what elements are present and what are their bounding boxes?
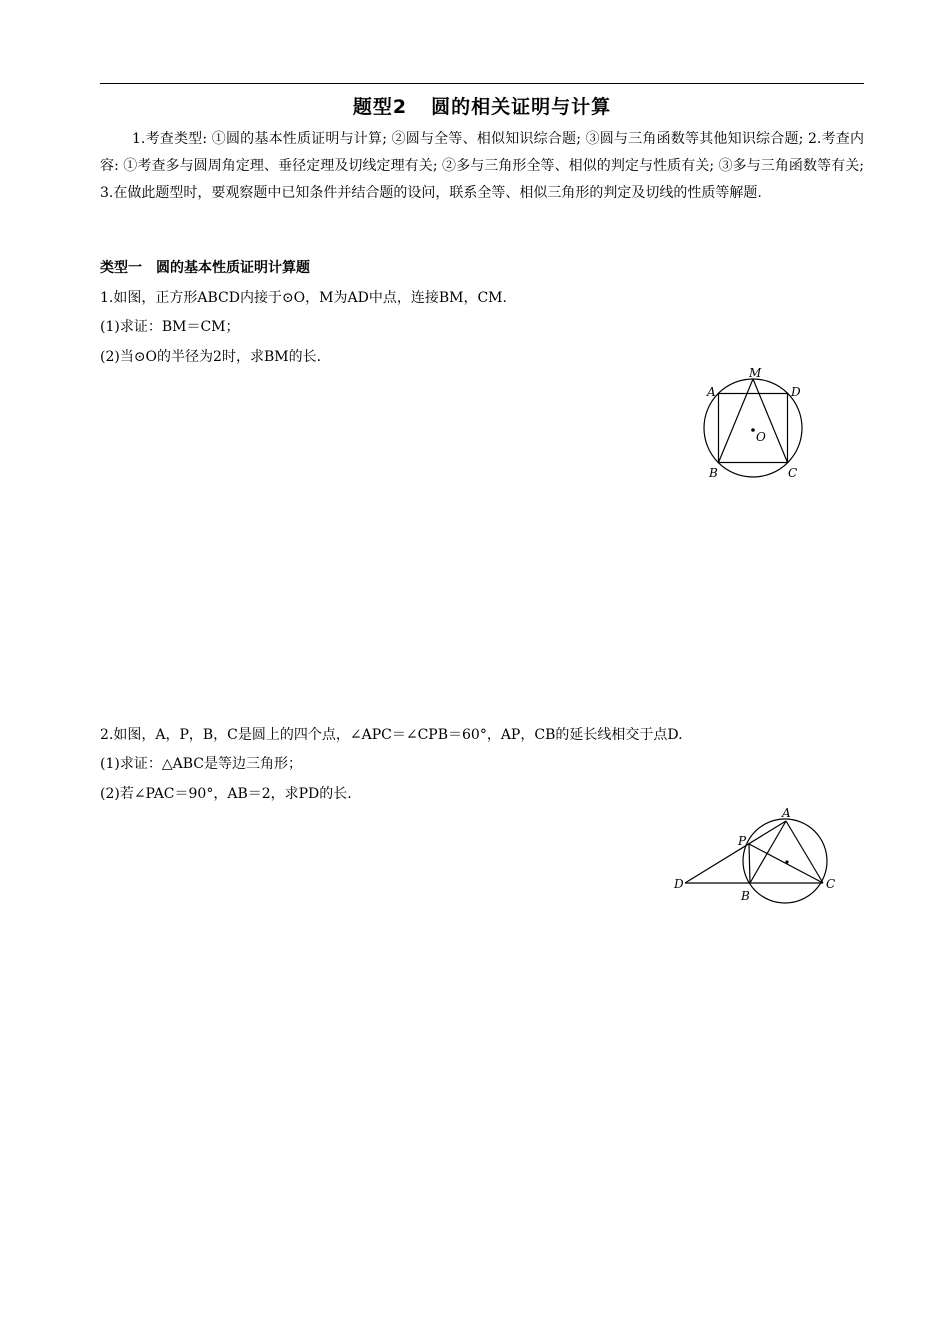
- section-heading-type: 类型一: [100, 260, 142, 276]
- segment-bm: [719, 379, 754, 463]
- section-heading: [100, 257, 310, 277]
- problem1-question1: (1)求证：BM＝CM；: [100, 319, 240, 335]
- label-b: B: [709, 466, 718, 480]
- label-a: A: [782, 806, 791, 820]
- label-c: C: [788, 466, 798, 480]
- label-d: D: [791, 385, 801, 399]
- circle: [743, 819, 827, 903]
- label-o: O: [756, 430, 766, 444]
- problem1-stem: 1.如图，正方形ABCD内接于⊙O，M为AD中点，连接BM，CM.: [100, 290, 507, 306]
- top-rule: [100, 83, 864, 84]
- intro-paragraph: 1.考查类型: ①圆的基本性质证明与计算; ②圆与全等、相似知识综合题; ③圆与三角函数等其他知识综合题; 2.考查内容: ①考查多与圆周角定理、垂径定理及切线定理有关; ②多与三角形全等、相似的判定与性质有关; ③多与三角函数等有关; 3.在做此题型时，要观察题中已知条件并结合题的设问，联系全等、相似三角形的判定及切线的性质等解题.: [100, 131, 864, 201]
- square-abcd: [719, 394, 788, 463]
- label-d: D: [674, 877, 684, 891]
- segment-cm: [753, 379, 788, 463]
- label-a: A: [707, 385, 716, 399]
- center-point: [785, 860, 788, 863]
- section-heading-topic: 圆的基本性质证明计算题: [156, 260, 310, 276]
- center-point-o: [751, 428, 755, 432]
- segment-da: [685, 821, 786, 883]
- problem1-figure: [690, 360, 820, 490]
- problem2-question2: (2)若∠PAC＝90°，AB＝2，求PD的长.: [100, 786, 352, 802]
- page-title: [100, 92, 864, 119]
- label-m: M: [749, 366, 762, 380]
- label-c: C: [826, 877, 836, 891]
- title-type-number: 题型2: [352, 96, 408, 118]
- segment-pb: [749, 844, 750, 883]
- problem2-figure: [665, 800, 845, 910]
- problem2-question1: (1)求证：△ABC是等边三角形；: [100, 756, 302, 772]
- problem1-question2: (2)当⊙O的半径为2时，求BM的长.: [100, 349, 322, 365]
- title-topic: 圆的相关证明与计算: [431, 96, 612, 118]
- label-b: B: [741, 889, 750, 903]
- problem2-stem: 2.如图，A，P，B，C是圆上的四个点，∠APC＝∠CPB＝60°，AP，CB的延长线相交于点D.: [100, 727, 683, 743]
- segment-ab: [750, 821, 786, 883]
- label-p: P: [738, 834, 747, 848]
